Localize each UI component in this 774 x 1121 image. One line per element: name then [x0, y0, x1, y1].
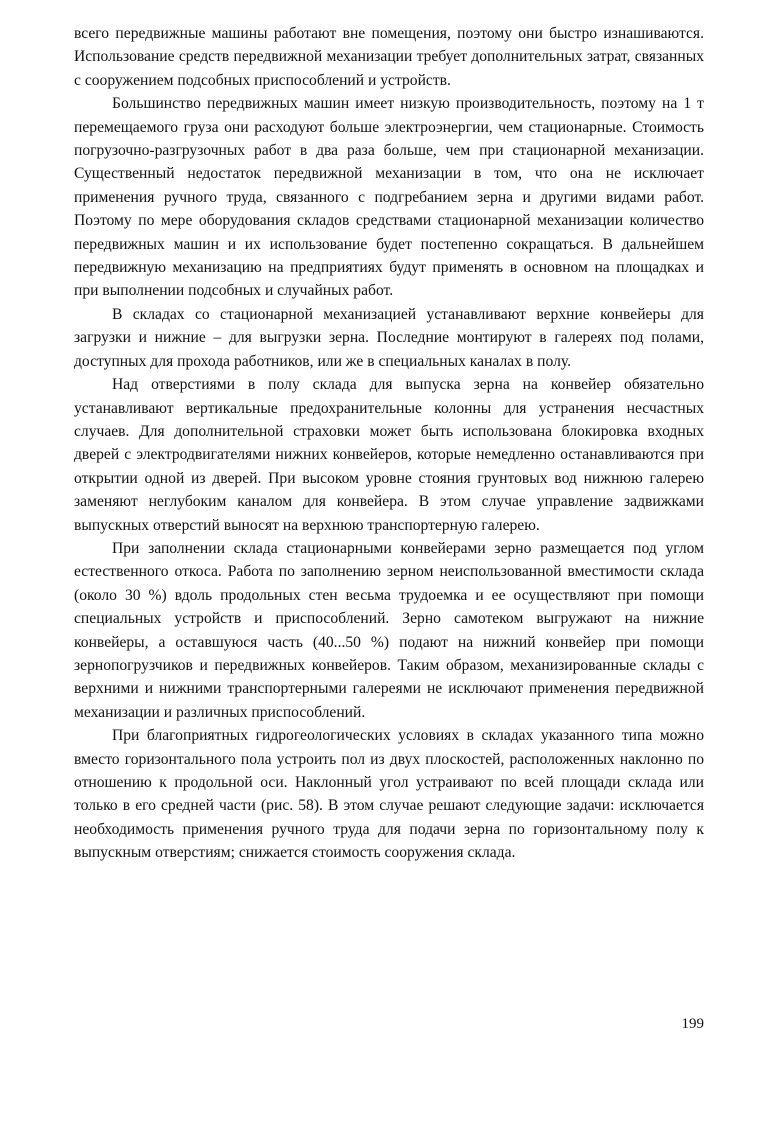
- paragraph-5: При заполнении склада стационарными конвейерами зерно размещается под углом естественного откоса. Работа по заполнению зерном неиспользованной вместимости склада (около 30 %) вдоль продольных стен весьма трудоемка и ее осуществляют при помощи специальных устройств и приспособлений. Зерно самотеком выгружают на нижние конвейеры, а оставшуюся часть (40...50 %) подают на нижний конвейер при помощи зернопогрузчиков и передвижных конвейеров. Таким образом, механизированные склады с верхними и нижними транспортерными галереями не исключают применения передвижной механизации и различных приспособлений.: [74, 539, 704, 721]
- paragraph-3: В складах со стационарной механизацией устанавливают верхние конвейеры для загрузки и нижние – для выгрузки зерна. Последние монтируют в галереях под полами, доступных для прохода работников, или же в специальных каналах в полу.: [74, 305, 704, 370]
- page-number: 199: [681, 1016, 704, 1032]
- body-text: [74, 22, 704, 865]
- paragraph-2: Большинство передвижных машин имеет низкую производительность, поэтому на 1 т перемещаемого груза они расходуют больше электроэнергии, чем стационарные. Стоимость погрузочно-разгрузочных работ в два раза больше, чем при стационарной механизации. Существенный недостаток передвижной механизации в том, что она не исключает применения ручного труда, связанного с подгребанием зерна и другими видами работ. Поэтому по мере оборудования складов средствами стационарной механизации количество передвижных машин и их использование будет постепенно сокращаться. В дальнейшем передвижную механизацию на предприятиях будут применять в основном на площадках и при выполнении подсобных и случайных работ.: [74, 95, 704, 300]
- paragraph-4: Над отверстиями в полу склада для выпуска зерна на конвейер обязательно устанавливают вертикальные предохранительные колонны для устранения несчастных случаев. Для дополнительной страховки может быть использована блокировка входных дверей с электродвигателями нижних конвейеров, которые немедленно останавливаются при открытии одной из дверей. При высоком уровне стояния грунтовых вод нижнюю галерею заменяют неглубоким каналом для конвейера. В этом случае управление задвижками выпускных отверстий выносят на верхнюю транспортерную галерею.: [74, 376, 704, 534]
- paragraph-1: всего передвижные машины работают вне помещения, поэтому они быстро изнашиваются. Использование средств передвижной механизации требует дополнительных затрат, связанных с сооружением подсобных приспособлений и устройств.: [74, 25, 704, 89]
- paragraph-6: При благоприятных гидрогеологических условиях в складах указанного типа можно вместо горизонтального пола устроить пол из двух плоскостей, расположенных наклонно по отношению к продольной оси. Наклонный угол устраивают по всей площади склада или только в его средней части (рис. 58). В этом случае решают следующие задачи: исключается необходимость применения ручного труда для подачи зерна по горизонтальному полу к выпускным отверстиям; снижается стоимость сооружения склада.: [74, 727, 704, 862]
